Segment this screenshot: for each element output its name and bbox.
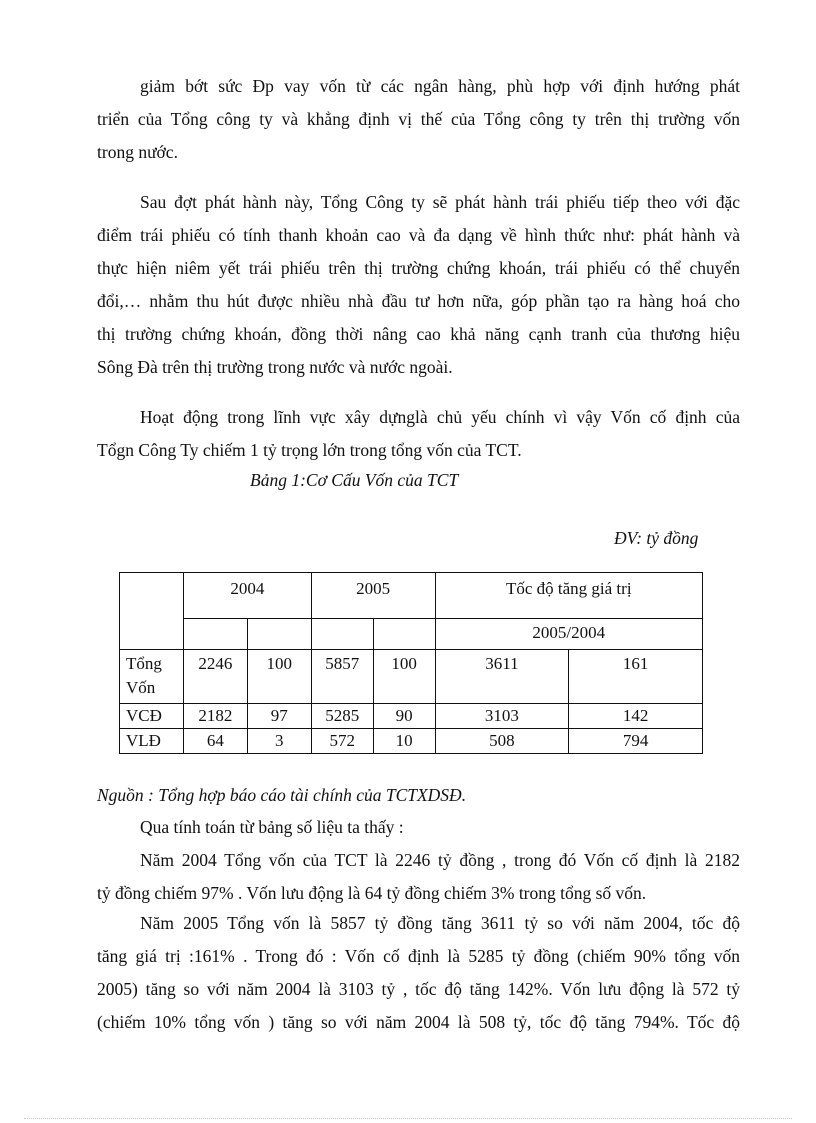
table-unit: ĐV: tỷ đồng — [614, 528, 699, 548]
header-sub-2005-percent — [373, 619, 435, 650]
paragraph-2-line-2: điểm trái phiếu có tính thanh khoản cao và đa dạng về hình thức như: phát hành và — [97, 225, 740, 245]
cell-2004-value: 2182 — [183, 704, 247, 729]
paragraph-2-line-4: đổi,… nhằm thu hút được nhiều nhà đầu tư hơn nữa, góp phần tạo ra hàng hoá cho — [97, 291, 740, 311]
cell-2004-percent: 3 — [247, 729, 311, 754]
page-bottom-rule — [24, 1118, 792, 1119]
table-corner-cell — [120, 573, 184, 650]
row-label — [120, 650, 184, 704]
cell-growth-absolute: 3611 — [435, 650, 569, 704]
header-year-2005: 2005 — [311, 573, 435, 619]
paragraph-2-line-5: thị trường chứng khoán, đồng thời nâng cao khả năng cạnh tranh của thương hiệu — [97, 324, 740, 344]
analysis-2005-line-4: (chiếm 10% tổng vốn ) tăng so với năm 2004 là 508 tỷ, tốc độ tăng 794%. Tốc độ — [97, 1012, 740, 1032]
row-label: VCĐ — [120, 704, 184, 729]
header-sub-2005-value — [311, 619, 373, 650]
cell-2005-value: 5857 — [311, 650, 373, 704]
paragraph-2-line-3: thực hiện niêm yết trái phiếu trên thị trường chứng khoán, trái phiếu có thể chuyển — [97, 258, 740, 278]
cell-growth-absolute: 3103 — [435, 704, 569, 729]
cell-2005-percent: 90 — [373, 704, 435, 729]
header-growth-period: 2005/2004 — [435, 619, 702, 650]
cell-2004-percent: 97 — [247, 704, 311, 729]
cell-growth-percent: 794 — [569, 729, 703, 754]
table-row — [120, 704, 703, 729]
analysis-2005-line-3: 2005) tăng so với năm 2004 là 3103 tỷ , tốc độ tăng 142%. Vốn lưu động là 572 tỷ — [97, 979, 740, 999]
cell-growth-percent: 161 — [569, 650, 703, 704]
cell-2005-value: 5285 — [311, 704, 373, 729]
table-source: Nguồn : Tổng hợp báo cáo tài chính của TCTXDSĐ. — [97, 785, 467, 805]
analysis-intro: Qua tính toán từ bảng số liệu ta thấy : — [140, 817, 404, 837]
analysis-2004-line-2: tỷ đồng chiếm 97% . Vốn lưu động là 64 tỷ đồng chiếm 3% trong tổng số vốn. — [97, 883, 647, 903]
table-caption: Bảng 1:Cơ Cấu Vốn của TCT — [250, 470, 459, 490]
cell-2004-value: 2246 — [183, 650, 247, 704]
analysis-2004-line-1: Năm 2004 Tổng vốn của TCT là 2246 tỷ đồng , trong đó Vốn cố định là 2182 — [140, 850, 740, 870]
header-growth-title: Tốc độ tăng giá trị — [435, 573, 702, 619]
cell-2005-value: 572 — [311, 729, 373, 754]
paragraph-1-line-1: giảm bớt sức Đp vay vốn từ các ngân hàng, phù hợp với định hướng phát — [140, 76, 740, 96]
cell-2005-percent: 100 — [373, 650, 435, 704]
header-year-2004: 2004 — [183, 573, 311, 619]
table-row — [120, 729, 703, 754]
row-label-line-1: Tổng — [126, 654, 162, 673]
cell-2004-value: 64 — [183, 729, 247, 754]
cell-growth-absolute: 508 — [435, 729, 569, 754]
paragraph-2-line-6: Sông Đà trên thị trường trong nước và nước ngoài. — [97, 357, 453, 377]
header-sub-2004-percent — [247, 619, 311, 650]
paragraph-2-line-1: Sau đợt phát hành này, Tổng Công ty sẽ phát hành trái phiếu tiếp theo với đặc — [140, 192, 740, 212]
cell-2005-percent: 10 — [373, 729, 435, 754]
paragraph-3-line-1: Hoạt động trong lĩnh vực xây dựnglà chủ yếu chính vì vậy Vốn cố định của — [140, 407, 740, 427]
paragraph-1-line-2: triển của Tổng công ty và khẳng định vị thế của Tổng công ty trên thị trường vốn — [97, 109, 740, 129]
capital-structure-table — [119, 572, 703, 754]
cell-2004-percent: 100 — [247, 650, 311, 704]
cell-growth-percent: 142 — [569, 704, 703, 729]
header-sub-2004-value — [183, 619, 247, 650]
row-label: VLĐ — [120, 729, 184, 754]
analysis-2005-line-2: tăng giá trị :161% . Trong đó : Vốn cố định là 5285 tỷ đồng (chiếm 90% tổng vốn — [97, 946, 740, 966]
row-label-line-2: Vốn — [126, 678, 156, 697]
paragraph-1-line-3: trong nước. — [97, 142, 178, 162]
paragraph-3-line-2: Tổgn Công Ty chiếm 1 tỷ trọng lớn trong tổng vốn của TCT. — [97, 440, 522, 460]
table-row — [120, 650, 703, 704]
analysis-2005-line-1: Năm 2005 Tổng vốn là 5857 tỷ đồng tăng 3611 tỷ so với năm 2004, tốc độ — [140, 913, 740, 933]
